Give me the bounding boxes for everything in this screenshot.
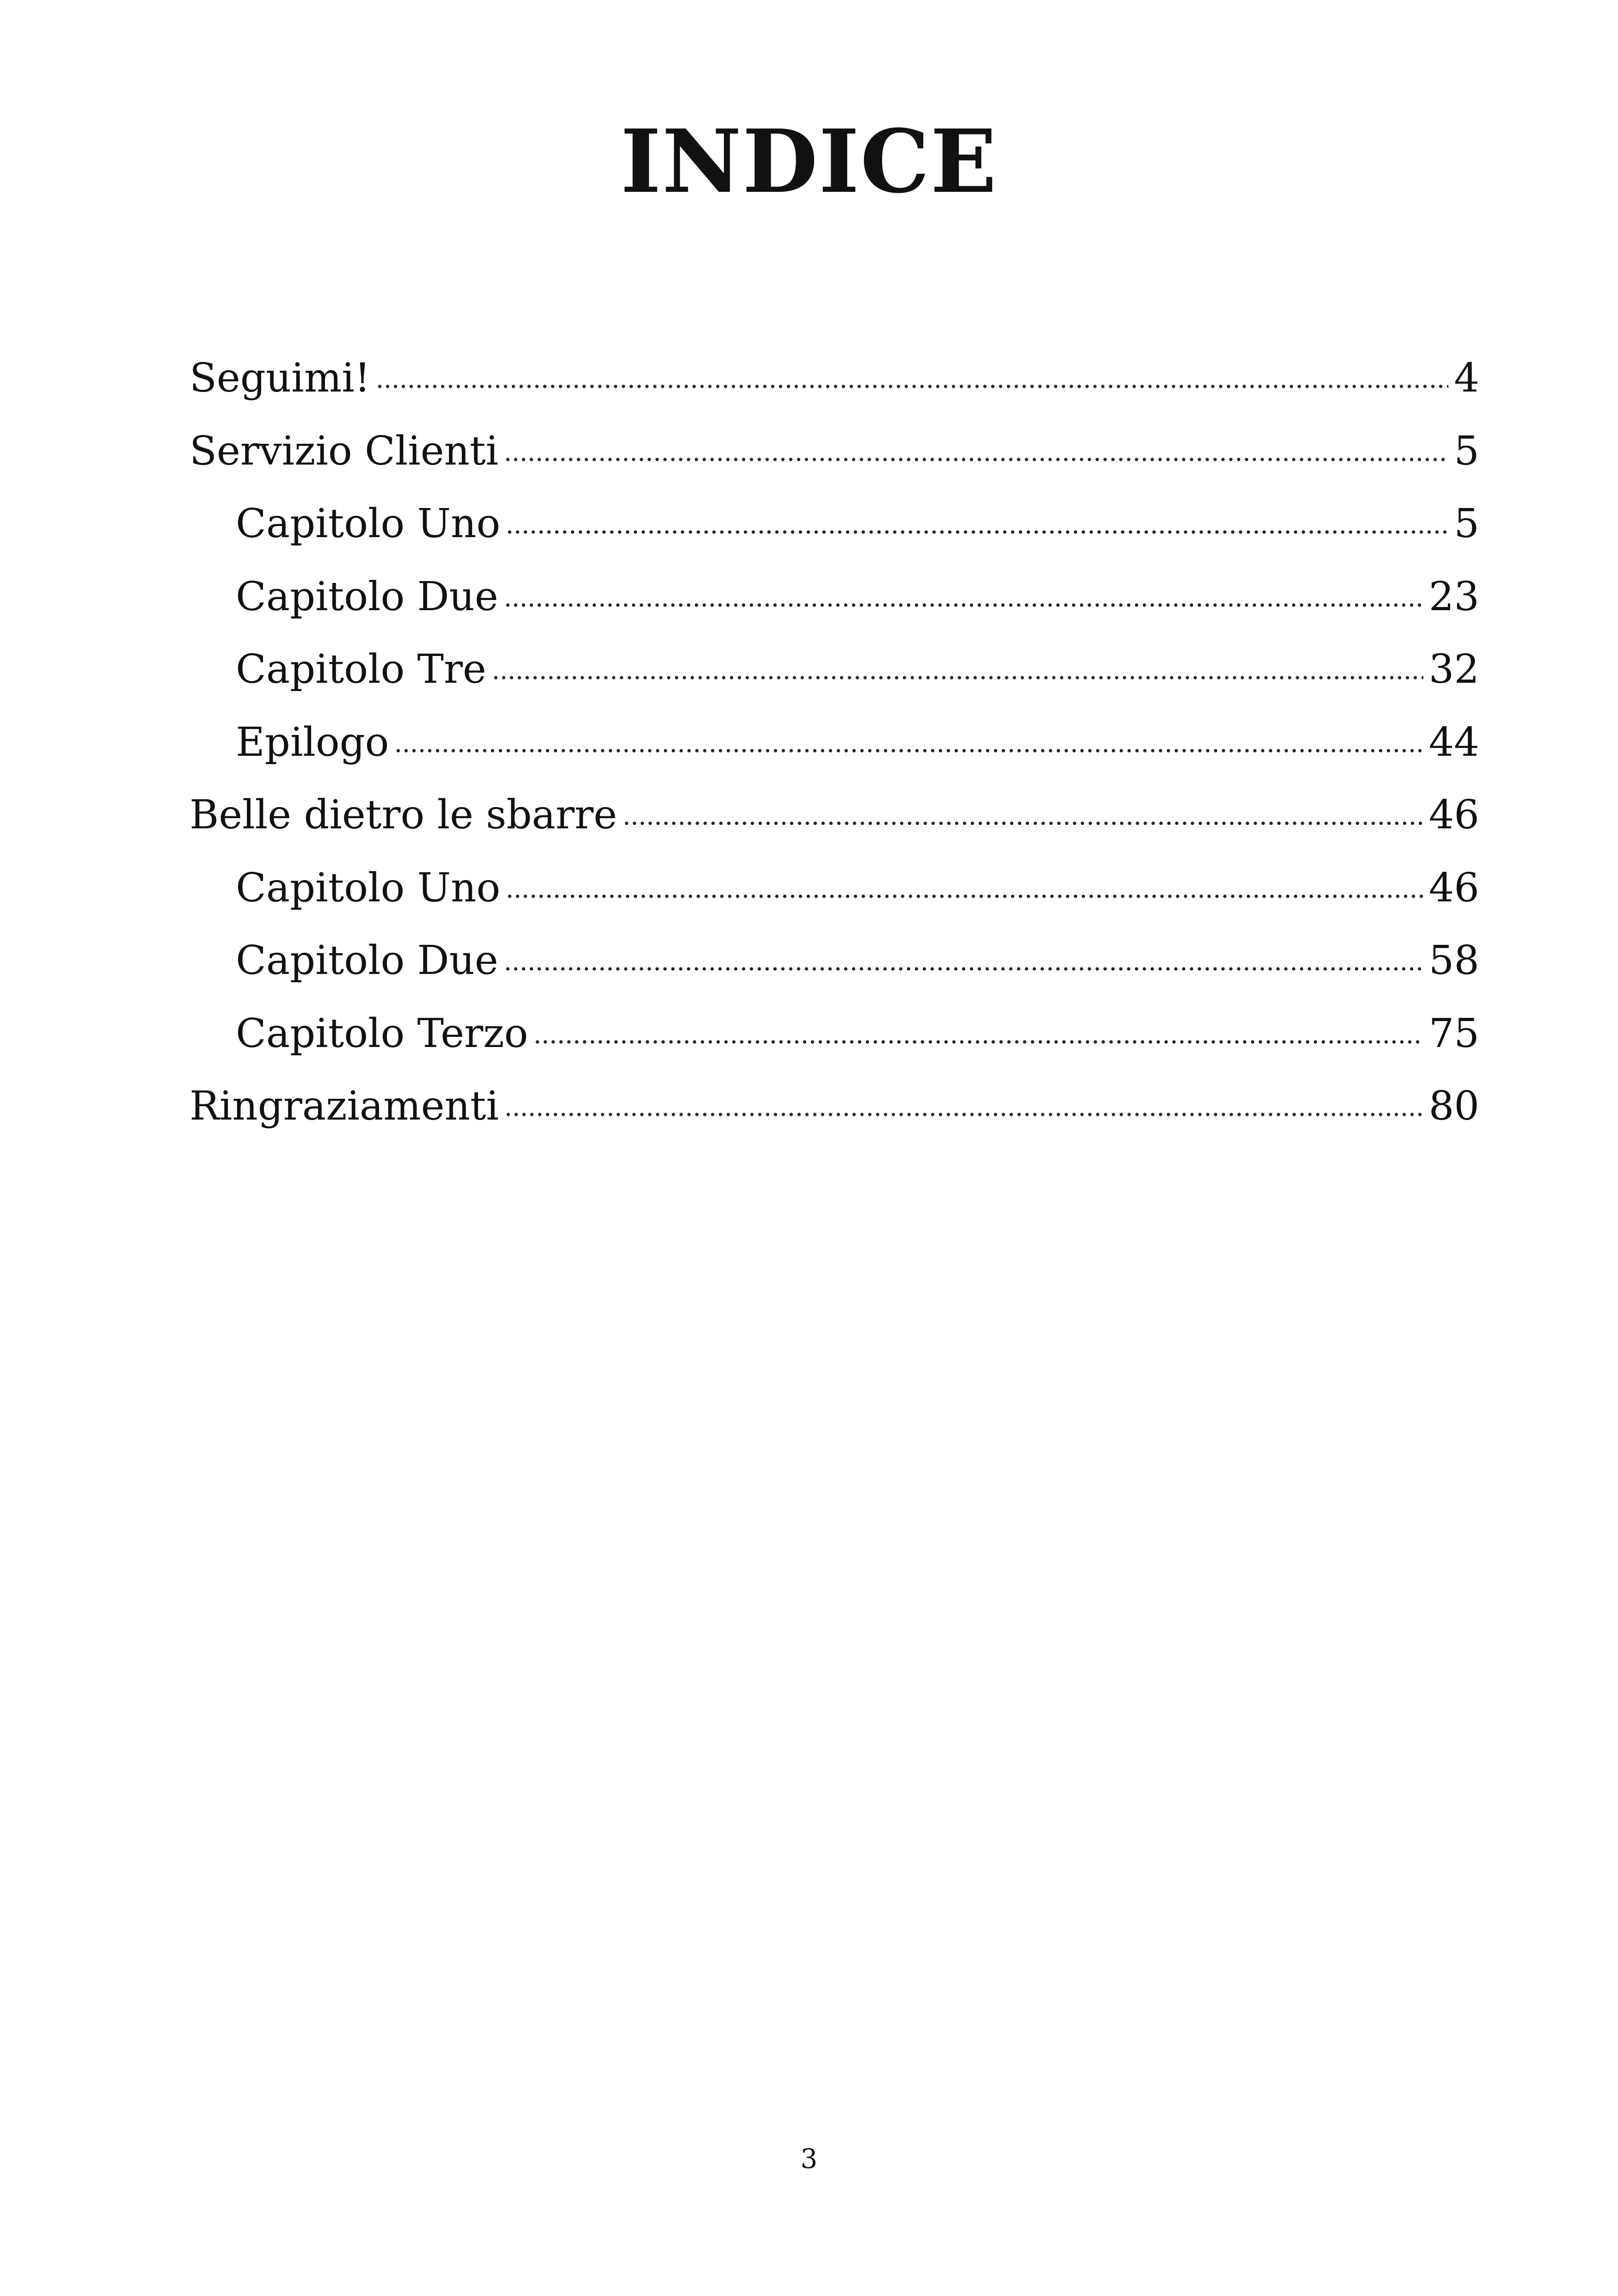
dot-leader xyxy=(504,457,1448,462)
dot-leader xyxy=(533,1040,1423,1044)
table-of-contents xyxy=(190,342,1479,1143)
toc-entry-page: 23 xyxy=(1428,573,1479,620)
page-title: INDICE xyxy=(620,110,998,213)
toc-entry-label: Capitolo Uno xyxy=(236,864,501,911)
dot-leader xyxy=(504,967,1423,971)
dot-leader xyxy=(394,748,1423,753)
toc-entry-page: 80 xyxy=(1428,1083,1479,1129)
toc-entry-label: Capitolo Terzo xyxy=(236,1010,528,1057)
toc-entry-ringraziamenti[interactable] xyxy=(190,1070,1479,1143)
toc-entry-label: Capitolo Tre xyxy=(236,646,486,692)
toc-entry-capitolo-terzo[interactable] xyxy=(190,998,1479,1071)
toc-entry-page: 4 xyxy=(1454,355,1479,401)
toc-entry-page: 5 xyxy=(1454,501,1479,547)
toc-entry-label: Capitolo Due xyxy=(236,937,498,984)
toc-entry-page: 44 xyxy=(1428,719,1479,765)
toc-entry-capitolo-uno-2[interactable] xyxy=(190,852,1479,925)
dot-leader xyxy=(623,821,1423,826)
toc-entry-capitolo-tre[interactable] xyxy=(190,633,1479,706)
toc-entry-label: Servizio Clienti xyxy=(190,428,499,474)
toc-entry-servizio-clienti[interactable] xyxy=(190,415,1479,488)
toc-entry-seguimi[interactable] xyxy=(190,342,1479,415)
dot-leader xyxy=(506,530,1448,534)
toc-entry-page: 58 xyxy=(1428,937,1479,984)
toc-entry-page: 46 xyxy=(1428,792,1479,838)
toc-entry-capitolo-due-2[interactable] xyxy=(190,925,1479,998)
toc-entry-label: Epilogo xyxy=(236,719,389,765)
toc-entry-capitolo-due[interactable] xyxy=(190,561,1479,634)
dot-leader xyxy=(506,894,1423,899)
toc-entry-page: 32 xyxy=(1428,646,1479,692)
dot-leader xyxy=(376,384,1448,389)
toc-entry-label: Seguimi! xyxy=(190,355,371,401)
toc-entry-label: Ringraziamenti xyxy=(190,1083,499,1129)
toc-entry-label: Capitolo Due xyxy=(236,573,498,620)
page-number: 3 xyxy=(800,2143,818,2174)
toc-entry-label: Belle dietro le sbarre xyxy=(190,792,617,838)
toc-entry-page: 46 xyxy=(1428,864,1479,911)
toc-entry-epilogo[interactable] xyxy=(190,706,1479,779)
dot-leader xyxy=(492,675,1423,680)
toc-entry-page: 5 xyxy=(1454,428,1479,474)
dot-leader xyxy=(504,603,1423,607)
toc-entry-label: Capitolo Uno xyxy=(236,501,501,547)
toc-entry-belle-dietro-le-sbarre[interactable] xyxy=(190,779,1479,852)
dot-leader xyxy=(504,1112,1423,1117)
toc-entry-capitolo-uno[interactable] xyxy=(190,488,1479,561)
toc-entry-page: 75 xyxy=(1428,1010,1479,1057)
